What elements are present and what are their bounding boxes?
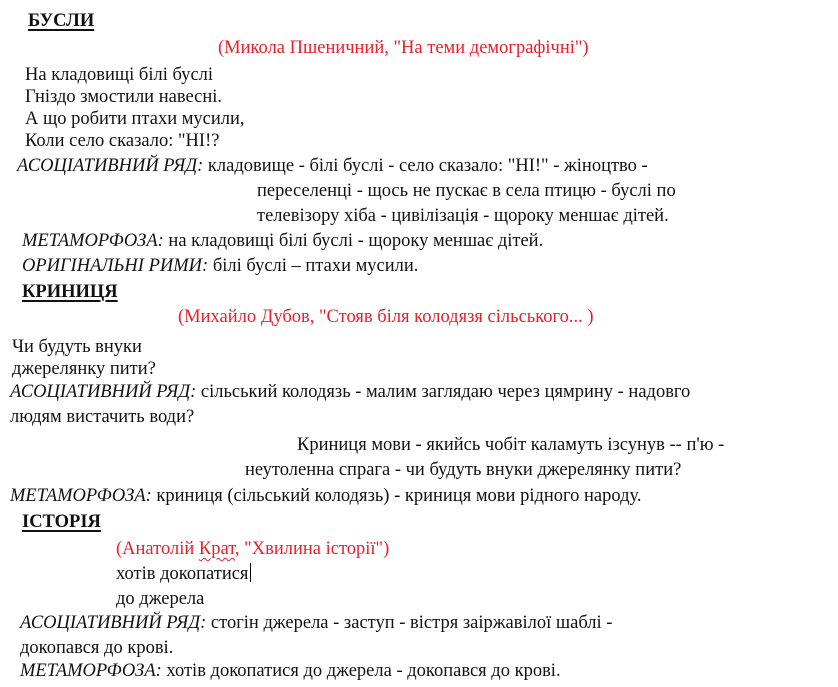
poem-line: джерелянку пити? xyxy=(12,359,156,379)
poem-line: до джерела xyxy=(116,589,205,609)
poem-line: Гніздо змостили навесні. xyxy=(25,87,222,107)
metamorphosis-text: хотів докопатися до джерела - докопався до крові. xyxy=(166,661,561,681)
metamorphosis-label: МЕТАМОРФОЗА: xyxy=(20,661,162,681)
section-heading-krynytsia: КРИНИЦЯ xyxy=(22,282,118,302)
poem-line: А що робити птахи мусили, xyxy=(25,109,245,129)
poem-source: (Микола Пшеничний, "На теми демографічні") xyxy=(218,38,589,58)
associative-row xyxy=(20,612,612,634)
associative-row-text: Криниця мови - якийсь чобіт каламуть ізсунув -- п'ю - xyxy=(297,435,725,455)
poem-source-text: , "Хвилина історії") xyxy=(234,539,390,559)
associative-row-label: АСОЦІАТИВНИЙ РЯД: xyxy=(17,156,204,176)
metamorphosis-text: криниця (сільський колодязь) - криниця мови рідного народу. xyxy=(156,486,642,506)
associative-row-text: докопався до крові. xyxy=(20,638,174,658)
associative-row-text: людям вистачить води? xyxy=(10,407,195,427)
original-rhymes-label: ОРИГІНАЛЬНІ РИМИ: xyxy=(22,256,209,276)
associative-row-text: кладовище - білі буслі - село сказало: "НІ!" - жіноцтво - xyxy=(207,156,648,176)
associative-row xyxy=(10,381,690,403)
poem-source: (Михайло Дубов, "Стояв біля колодязя сільського... ) xyxy=(178,307,594,327)
associative-row-text: сільський колодязь - малим заглядаю через цямрину - надовго xyxy=(200,382,691,402)
associative-row-label: АСОЦІАТИВНИЙ РЯД: xyxy=(20,613,207,633)
original-rhymes-text: білі буслі – птахи мусили. xyxy=(212,256,419,276)
associative-row-text: стогін джерела - заступ - вістря заіржавілої шаблі - xyxy=(210,613,613,633)
associative-row-label: АСОЦІАТИВНИЙ РЯД: xyxy=(10,382,197,402)
poem-line: Чи будуть внуки xyxy=(12,337,142,357)
poem-line: На кладовищі білі буслі xyxy=(25,65,214,85)
original-rhymes xyxy=(22,255,418,277)
poem-line[interactable] xyxy=(116,563,251,585)
poem-line-text: хотів докопатися xyxy=(116,564,249,584)
poem-line: Коли село сказало: "НІ!? xyxy=(25,131,220,151)
metamorphosis xyxy=(22,230,543,252)
section-heading-busly: БУСЛИ xyxy=(28,11,95,31)
poem-source xyxy=(116,538,389,560)
metamorphosis-label: МЕТАМОРФОЗА: xyxy=(10,486,152,506)
metamorphosis xyxy=(20,660,561,682)
associative-row xyxy=(17,155,648,177)
metamorphosis-text: на кладовищі білі буслі - щороку меншає дітей. xyxy=(168,231,544,251)
metamorphosis xyxy=(10,485,642,507)
associative-row-text: телевізору хіба - цивілізація - щороку меншає дітей. xyxy=(257,206,669,226)
associative-row-text: переселенці - щось не пускає в села птицю - буслі по xyxy=(257,181,676,201)
poem-source-text: (Анатолій xyxy=(116,539,199,559)
metamorphosis-label: МЕТАМОРФОЗА: xyxy=(22,231,164,251)
section-heading-istoriia: ІСТОРІЯ xyxy=(22,512,101,532)
spellcheck-marked-word[interactable]: Крат xyxy=(198,539,235,559)
text-cursor xyxy=(250,563,251,582)
associative-row-text: неутоленна спрага - чи будуть внуки джерелянку пити? xyxy=(245,460,682,480)
